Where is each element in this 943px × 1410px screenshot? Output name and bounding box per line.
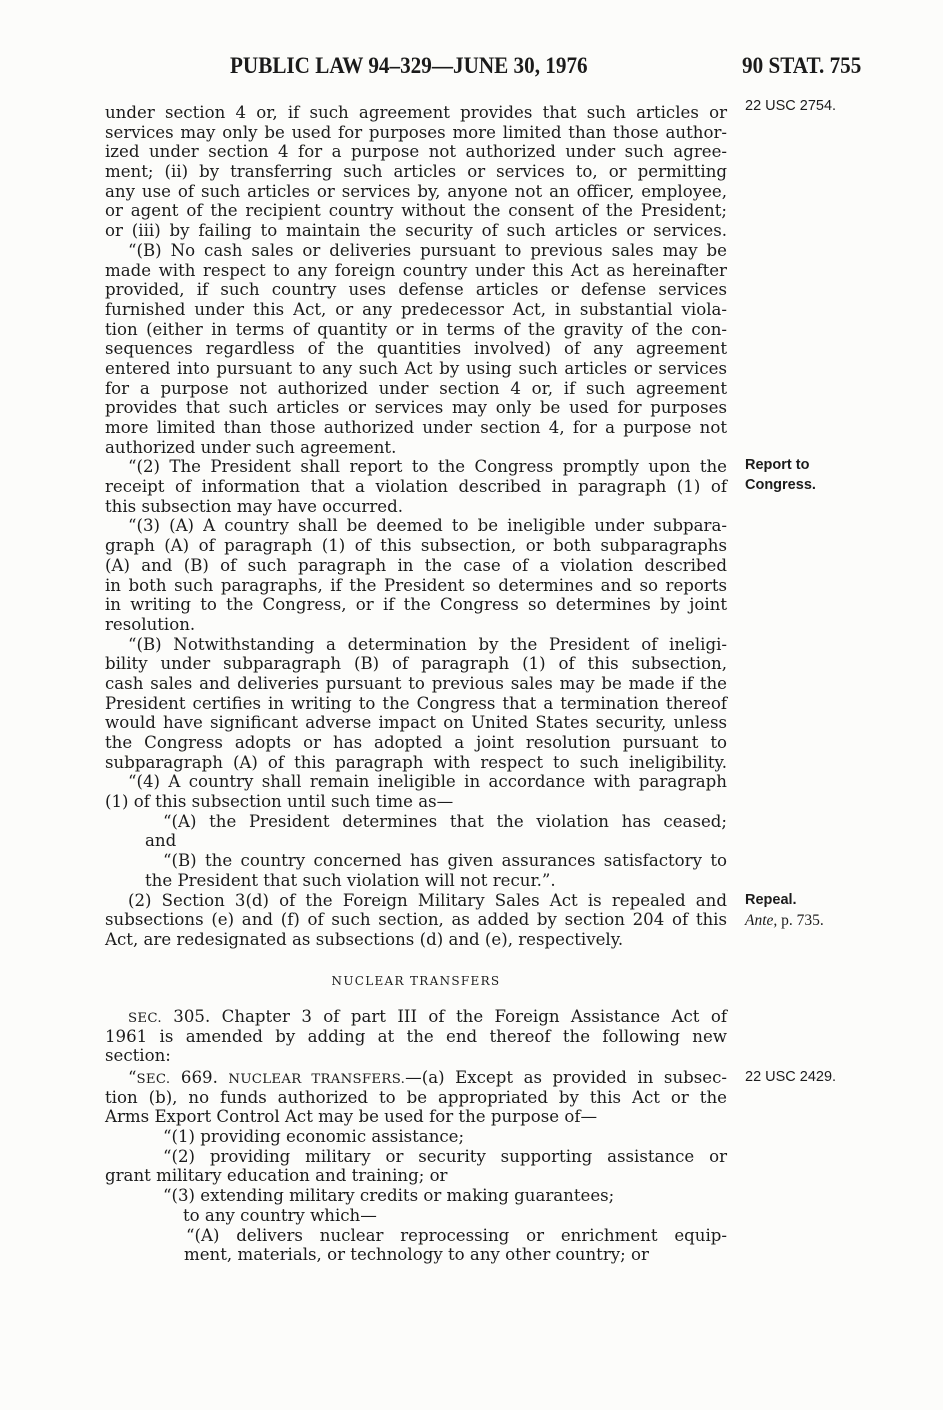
text-line: graph (A) of paragraph (1) of this subsection, or both subparagraphs — [105, 536, 727, 556]
line-text: 305. Chapter 3 of part III of the Foreign Assistance Act of — [161, 1007, 727, 1026]
paragraph-3a-ineligibility — [105, 516, 727, 634]
margin-note-ante-page: p. 735. — [777, 912, 824, 929]
margin-note-report-to: Report to — [745, 457, 810, 473]
margin-note-usc-2754: 22 USC 2754. — [745, 98, 837, 114]
text-line: the Congress adopts or has adopted a joint resolution pursuant to — [105, 733, 727, 752]
text-line — [105, 1007, 727, 1027]
paragraph-repeal — [105, 891, 727, 950]
text-line: sequences regardless of the quantities involved) of any agreement — [105, 339, 727, 359]
text-line: receipt of information that a violation described in paragraph (1) of — [105, 477, 727, 497]
text-line: this subsection may have occurred. — [105, 496, 404, 516]
section-number: 669. — [170, 1068, 229, 1087]
paragraph-4b — [105, 851, 727, 890]
paragraph-b-no-cash-sales — [105, 241, 727, 458]
text-line: cash sales and deliveries pursuant to previous sales may be made if the — [105, 673, 727, 693]
text-line: “(3) extending military credits or making guarantees; — [163, 1186, 615, 1206]
text-line: entered into pursuant to any such Act by using such articles or services — [105, 358, 727, 378]
text-line: to any country which— — [183, 1205, 377, 1225]
text-line: “(B) Notwithstanding a determination by the President of ineligi- — [128, 634, 727, 654]
text-line: the President that such violation will not recur.”. — [145, 870, 556, 890]
text-line: provides that such articles or services may only be used for purposes — [105, 398, 727, 418]
text-line: services may only be used for purposes more limited than those author- — [105, 122, 727, 142]
running-head-page-number: 90 STAT. 755 — [742, 53, 862, 78]
text-line: ment, materials, or technology to any other country; or — [184, 1245, 649, 1265]
margin-note-repeal: Repeal. — [745, 892, 797, 908]
margin-note-ante-word: Ante, — [745, 912, 778, 929]
text-line: (2) Section 3(d) of the Foreign Military Sales Act is repealed and — [128, 890, 727, 910]
text-line: 1961 is amended by adding at the end thereof the following new — [105, 1026, 727, 1046]
text-line: President certifies in writing to the Congress that a termination thereof — [105, 693, 727, 713]
paragraph-4a — [105, 812, 727, 851]
text-line: in both such paragraphs, if the President so determines and so reports — [105, 575, 727, 595]
text-line: “(A) the President determines that the violation has ceased; — [163, 811, 727, 831]
body-text-block — [105, 103, 727, 950]
section-caption: NUCLEAR TRANSFERS. — [228, 1072, 406, 1087]
running-head-title: PUBLIC LAW 94–329—JUNE 30, 1976 — [230, 53, 588, 78]
text-line — [105, 1068, 727, 1088]
text-line: tion (b), no funds authorized to be appropriated by this Act or the — [105, 1087, 727, 1107]
text-line: “(3) (A) A country shall be deemed to be ineligible under subpara- — [128, 516, 727, 536]
text-line: made with respect to any foreign country under this Act as hereinafter — [105, 260, 727, 280]
section-305 — [105, 1007, 727, 1066]
text-line: and — [145, 831, 177, 851]
paragraph-continued — [105, 103, 727, 241]
text-line: any use of such articles or services by, anyone not an officer, employee, — [105, 181, 727, 201]
text-line: provided, if such country uses defense articles or defense services — [105, 280, 727, 300]
section-669 — [105, 1068, 727, 1265]
text-line: Act, are redesignated as subsections (d) and (e), respectively. — [105, 929, 624, 949]
text-line: Arms Export Control Act may be used for the purpose of— — [105, 1107, 598, 1127]
margin-note-congress: Congress. — [745, 477, 816, 493]
text-line: under section 4 or, if such agreement provides that such articles or — [105, 103, 727, 122]
text-line: or agent of the recipient country without the consent of the President; — [105, 201, 727, 221]
paragraph-4-remain-ineligible — [105, 772, 727, 811]
section-heading: NUCLEAR TRANSFERS — [331, 974, 501, 988]
text-line: ized under section 4 for a purpose not authorized under such agree- — [105, 142, 727, 162]
open-quote: “ — [128, 1068, 137, 1087]
text-line: tion (either in terms of quantity or in terms of the gravity of the con- — [105, 319, 727, 339]
line-text: —(a) Except as provided in subsec- — [405, 1068, 727, 1087]
text-line: would have significant adverse impact on United States security, unless — [105, 713, 727, 733]
text-line: subparagraph (A) of this paragraph with respect to such ineligibility. — [105, 752, 727, 772]
text-line: section: — [105, 1046, 171, 1066]
text-line: furnished under this Act, or any predecessor Act, in substantial viola- — [105, 299, 727, 319]
text-line: in writing to the Congress, or if the Congress so determines by joint — [105, 595, 727, 615]
text-line: authorized under such agreement. — [105, 437, 397, 457]
text-line: subsections (e) and (f) of such section, as added by section 204 of this — [105, 910, 727, 930]
text-line: resolution. — [105, 614, 196, 634]
text-line: “(2) The President shall report to the Congress promptly upon the — [128, 457, 727, 477]
text-line: “(B) No cash sales or deliveries pursuant to previous sales may be — [128, 240, 727, 260]
section-label: SEC. — [136, 1072, 171, 1087]
text-line: “(A) delivers nuclear reprocessing or enrichment equip- — [186, 1225, 727, 1245]
text-line: grant military education and training; or — [105, 1166, 448, 1186]
text-line: “(1) providing economic assistance; — [163, 1127, 465, 1147]
text-line: more limited than those authorized under section 4, for a purpose not — [105, 418, 727, 437]
text-line: bility under subparagraph (B) of paragraph (1) of this subsection, — [105, 654, 727, 674]
text-line: for a purpose not authorized under section 4 or, if such agreement — [105, 378, 727, 398]
margin-note-usc-2429: 22 USC 2429. — [745, 1069, 837, 1085]
text-line: ment; (ii) by transferring such articles or services to, or permitting — [105, 162, 727, 182]
text-line: or (iii) by failing to maintain the security of such articles or services. — [105, 221, 727, 241]
section-label: SEC. — [128, 1011, 162, 1026]
paragraph-2-report — [105, 457, 727, 516]
margin-note-ante — [745, 912, 824, 930]
text-line: “(B) the country concerned has given assurances satisfactory to — [163, 851, 727, 871]
text-line: (1) of this subsection until such time as— — [105, 792, 454, 812]
text-line: (A) and (B) of such paragraph in the case of a violation described — [105, 555, 727, 575]
text-line: “(2) providing military or security supporting assistance or — [163, 1146, 727, 1166]
text-line: “(4) A country shall remain ineligible in accordance with paragraph — [128, 772, 727, 792]
paragraph-3b-notwithstanding — [105, 635, 727, 773]
